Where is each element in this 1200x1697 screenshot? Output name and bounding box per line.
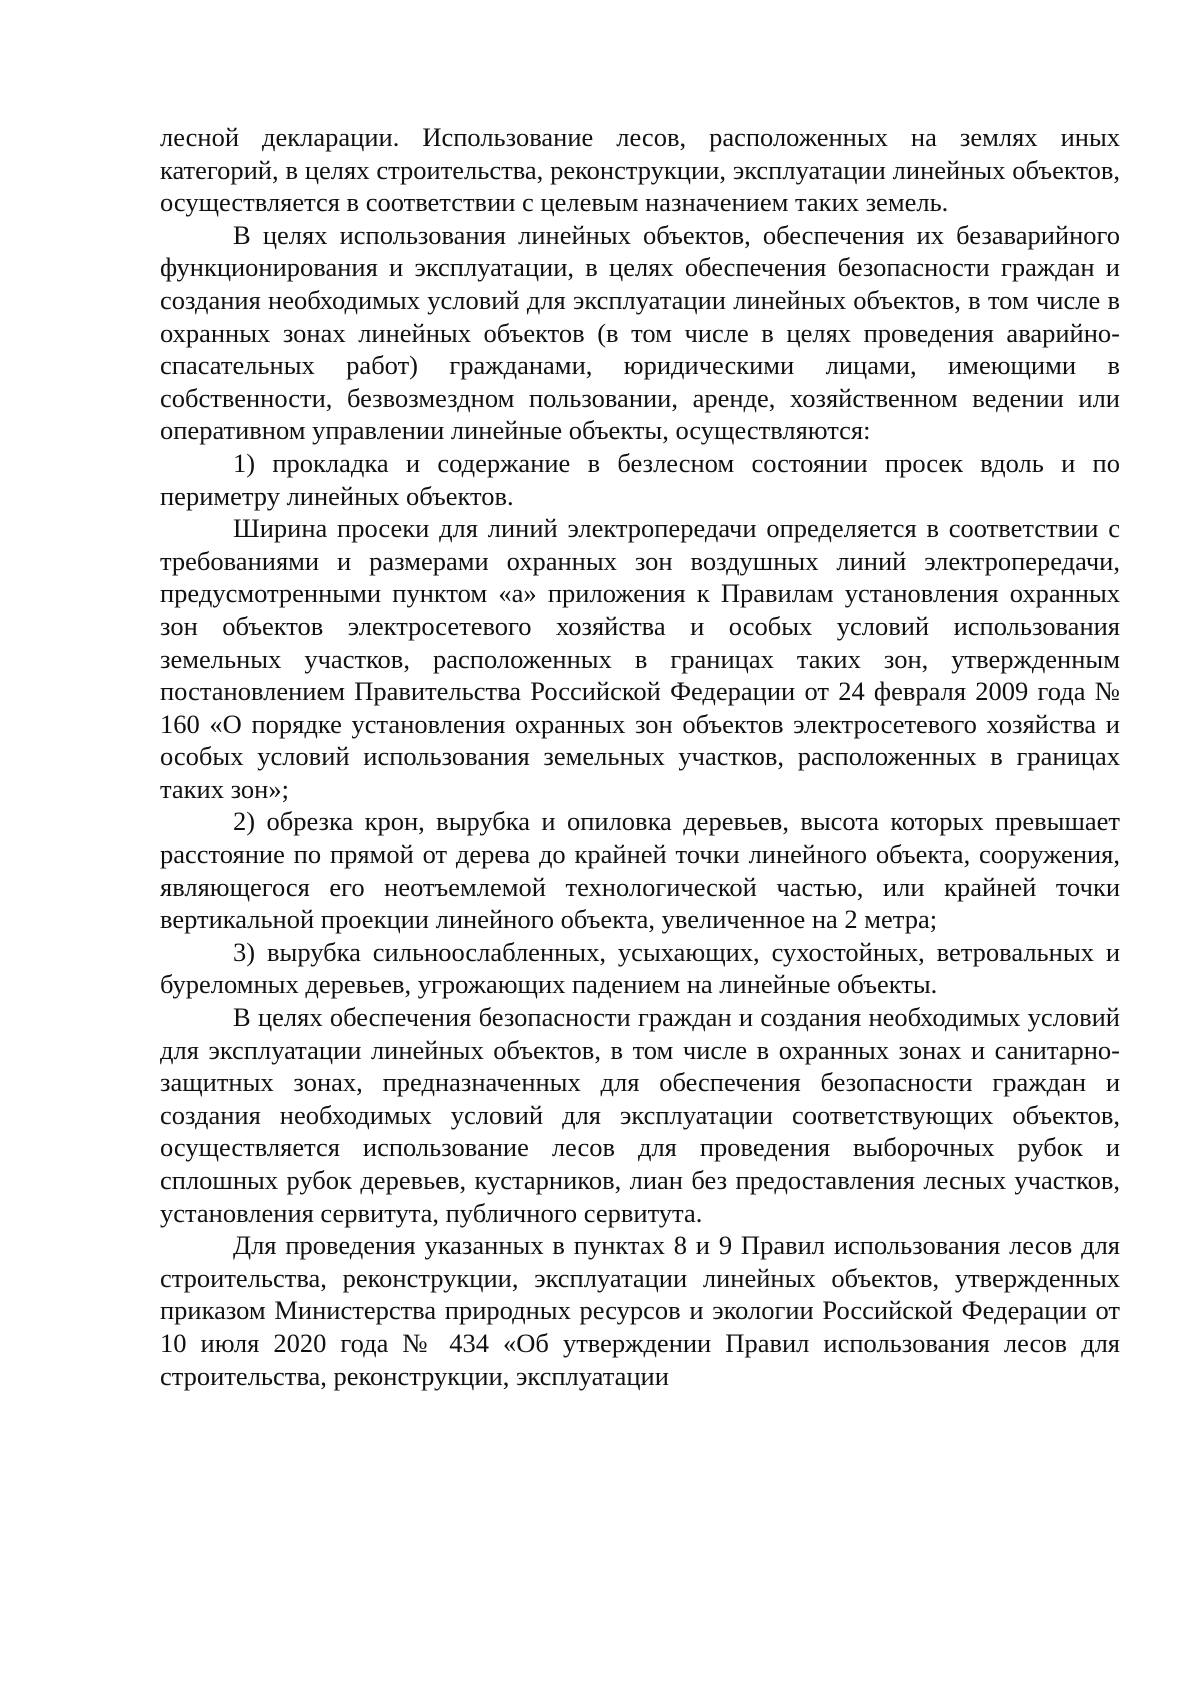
paragraph-clearing-width: Ширина просеки для линий электропередачи определяется в соответствии с требованиями и размерами охранных зон воздушных линий электропередачи, предусмотренными пунктом «а» приложения к Правилам установления охранных зон объектов электросетевого хозяйства и особых условий использования земельных участков, расположенных в границах таких зон, утвержденным постановлением Правительства Российской Федерации от 24 февраля 2009 года № 160 «О порядке установления охранных зон объектов электросетевого хозяйства и особых условий использования земельных участков, расположенных в границах таких зон»; xyxy=(160,513,1120,804)
document-body xyxy=(160,121,1120,1392)
paragraph-rules-reference: Для проведения указанных в пунктах 8 и 9 Правил использования лесов для строительства, реконструкции, эксплуатации линейных объектов, утвержденных приказом Министерства природных ресурсов и экологии Российской Федерации от 10 июля 2020 года № 434 «Об утверждении Правил использования лесов для строительства, реконструкции, эксплуатации xyxy=(160,1230,1120,1391)
paragraph-land-categories: лесной декларации. Использование лесов, расположенных на землях иных категорий, в целях строительства, реконструкции, эксплуатации линейных объектов, осуществляется в соответствии с целевым назначением таких земель. xyxy=(160,122,1120,218)
paragraph-item-2-pruning: 2) обрезка крон, вырубка и опиловка деревьев, высота которых превышает расстояние по прямой от дерева до крайней точки линейного объекта, сооружения, являющегося его неотъемлемой технологической частью, или крайней точки вертикальной проекции линейного объекта, увеличенное на 2 метра; xyxy=(160,806,1120,935)
paragraph-item-3-felling: 3) вырубка сильноослабленных, усыхающих, сухостойных, ветровальных и буреломных деревьев, угрожающих падением на линейные объекты. xyxy=(160,936,1120,1000)
paragraph-item-1-clearings: 1) прокладка и содержание в безлесном состоянии просек вдоль и по периметру линейных объектов. xyxy=(160,447,1120,511)
paragraph-linear-objects-purposes: В целях использования линейных объектов, обеспечения их безаварийного функционирования и эксплуатации, в целях обеспечения безопасности граждан и создания необходимых условий для эксплуатации линейных объектов, в том числе в охранных зонах линейных объектов (в том числе в целях проведения аварийно-спасательных работ) гражданами, юридическими лицами, имеющими в собственности, безвозмездном пользовании, аренде, хозяйственном ведении или оперативном управлении линейные объекты, осуществляются: xyxy=(160,219,1120,446)
paragraph-safety-cutting: В целях обеспечения безопасности граждан и создания необходимых условий для эксплуатации линейных объектов, в том числе в охранных зонах и санитарно-защитных зонах, предназначенных для обеспечения безопасности граждан и создания необходимых условий для эксплуатации соответствующих объектов, осуществляется использование лесов для проведения выборочных рубок и сплошных рубок деревьев, кустарников, лиан без предоставления лесных участков, установления сервитута, публичного сервитута. xyxy=(160,1002,1120,1228)
